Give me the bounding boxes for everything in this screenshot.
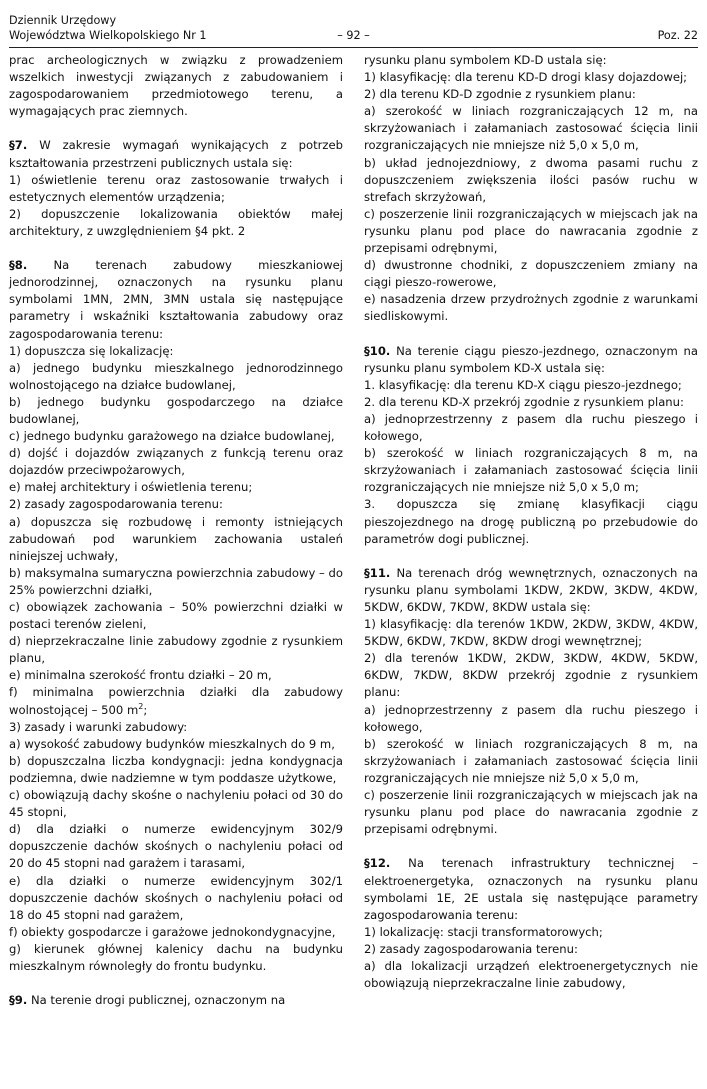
section-paragraph (364, 855, 698, 923)
header-rule (9, 47, 698, 48)
paragraph (9, 445, 343, 479)
paragraph (364, 702, 698, 736)
paragraph (364, 291, 698, 325)
section-paragraph (9, 137, 343, 171)
paragraph-text: d) nieprzekraczalne linie zabudowy zgodnie z rysunkiem planu, (9, 634, 343, 666)
paragraph-text: a) szerokość w liniach rozgraniczających 12 m, na skrzyżowaniach i załamaniach zastosować ścięcia linii rozgraniczających nie mniejsze niż 5,0 x 5,0 m, (364, 104, 698, 153)
paragraph (364, 736, 698, 787)
paragraph-text: 1) oświetlenie terenu oraz zastosowanie trwałych i estetycznych elementów urządzenia; (9, 172, 343, 204)
paragraph-text: b) maksymalna sumaryczna powierzchnia zabudowy – do 25% powierzchni działki, (9, 565, 343, 597)
paragraph (9, 684, 343, 718)
paragraph-text: 1) dopuszcza się lokalizację: (9, 343, 174, 358)
right-column (364, 52, 698, 992)
paragraph-text: Na terenach dróg wewnętrznych, oznaczonych na rysunku planu symbolami 1KDW, 2KDW, 3KDW, 4KDW, 5KDW, 6KDW, 7KDW, 8KDW ustala się: (364, 565, 698, 614)
paragraph (364, 377, 698, 394)
superscript: 2 (138, 701, 144, 711)
paragraph-text: 3. dopuszcza się zmianę klasyfikacji ciągu pieszojezdnego na drogę publiczną po przebudowie do parametrów dogi publicznej. (364, 497, 698, 546)
paragraph-text: 2) zasady zagospodarowania terenu: (9, 497, 223, 512)
paragraph-text: 2) dla terenów 1KDW, 2KDW, 3KDW, 4KDW, 5KDW, 6KDW, 7KDW, 8KDW przekrój zgodnie z rysunkiem planu: (364, 651, 698, 700)
paragraph (9, 787, 343, 821)
paragraph (9, 719, 343, 736)
paragraph-text: 1) klasyfikację: dla terenu KD-D drogi klasy dojazdowej; (364, 70, 688, 85)
paragraph (9, 172, 343, 206)
paragraph-text: d) dwustronne chodniki, z dopuszczeniem zmiany na ciągi pieszo-rowerowe, (364, 258, 698, 290)
section-number: §12. (364, 856, 391, 871)
paragraph (9, 633, 343, 667)
paragraph-text: c) poszerzenie linii rozgraniczających w miejscach jak na rysunku planu pod place do nawracania zgodnie z przepisami odrębnymi. (364, 788, 698, 837)
paragraph-text: a) jednoprzestrzenny z pasem dla ruchu pieszego i kołowego, (364, 411, 698, 444)
section-paragraph (364, 565, 698, 616)
paragraph-text: 1. klasyfikację: dla terenu KD-X ciągu pieszo-jezdnego; (364, 377, 682, 392)
paragraph-text: c) jednego budynku garażowego na działce budowlanej, (9, 429, 335, 444)
paragraph-text: b) układ jednojezdniowy, z dwoma pasami ruchu z dopuszczeniem zwiększenia ilości pasów ruchu w strefach skrzyżowań, (364, 155, 698, 204)
journal-title-line1: Dziennik Urzędowy (9, 14, 117, 27)
paragraph (364, 86, 698, 103)
paragraph-text: Na terenach infrastruktury technicznej – elektroenergetyka, oznaczonych na rysunku planu symbolami 1E, 2E ustala się następujące parametry zagospodarowania terenu: (364, 856, 698, 922)
section-number: §11. (364, 565, 391, 580)
paragraph-text: a) dla lokalizacji urządzeń elektroenergetycznych nie obowiązują nieprzekraczalne linie zabudowy, (364, 958, 698, 991)
paragraph (9, 924, 343, 941)
paragraph (364, 206, 698, 257)
paragraph-text: c) obowiązują dachy skośne o nachyleniu połaci od 30 do 45 stopni, (9, 788, 343, 820)
paragraph-text: b) jednego budynku gospodarczego na działce budowlanej, (9, 394, 343, 426)
paragraph (9, 753, 343, 787)
paragraph (9, 428, 343, 445)
paragraph-text: 3) zasady i warunki zabudowy: (9, 719, 188, 734)
paragraph-text: d) dojść i dojazdów związanych z funkcją terenu oraz dojazdów przeciwpożarowych, (9, 446, 343, 478)
paragraph (9, 667, 343, 684)
paragraph-text: a) jednego budynku mieszkalnego jednorodzinnego wolnostojącego na działce budowlanej, (9, 360, 343, 392)
left-column (9, 52, 343, 1009)
paragraph (9, 599, 343, 633)
paragraph-text: c) obowiązek zachowania – 50% powierzchni działki w postaci terenów zieleni, (9, 600, 343, 632)
section-paragraph (364, 343, 698, 377)
paragraph-text: b) szerokość w liniach rozgraniczających 8 m, na skrzyżowaniach i załamaniach zastosować ścięcia linii rozgraniczających nie mniejsze niż 5,0 x 5,0 m; (364, 446, 698, 495)
paragraph-text: e) małej architektury i oświetlenia terenu; (9, 480, 253, 495)
paragraph (364, 924, 698, 941)
section-number: §8. (9, 258, 28, 273)
paragraph-text: Na terenie ciągu pieszo-jezdnego, oznaczonym na rysunku planu symbolem KD-X ustala się: (364, 343, 698, 375)
paragraph (9, 565, 343, 599)
section-number: §9. (9, 993, 28, 1008)
paragraph-text: e) nasadzenia drzew przydrożnych zgodnie z warunkami siedliskowymi. (364, 292, 698, 324)
paragraph-text: c) poszerzenie linii rozgraniczających w miejscach jak na rysunku planu pod place do nawracania zgodnie z przepisami odrębnymi, (364, 206, 698, 256)
paragraph-text: e) dla działki o numerze ewidencyjnym 302/1 dopuszczenie dachów skośnych o nachyleniu połaci od 18 do 45 stopni nad garażem, (9, 873, 343, 922)
paragraph (9, 394, 343, 428)
paragraph-text: e) minimalna szerokość frontu działki – 20 m, (9, 668, 272, 683)
paragraph-text: 1) klasyfikację: dla terenów 1KDW, 2KDW, 3KDW, 4KDW, 5KDW, 6KDW, 7KDW, 8KDW drogi wewnętrznej; (364, 617, 698, 649)
position-number: Poz. 22 (657, 29, 698, 42)
paragraph-text: d) dla działki o numerze ewidencyjnym 302/9 dopuszczenie dachów skośnych o nachyleniu połaci od 20 do 45 stopni nad garażem i tarasami, (9, 822, 343, 871)
paragraph-text: 2) dopuszczenie lokalizowania obiektów małej architektury, z uwzględnieniem §4 pkt. 2 (9, 206, 343, 238)
paragraph-text: Na terenach zabudowy mieszkaniowej jednorodzinnej, oznaczonych na rysunku planu symbolami 1MN, 2MN, 3MN ustala się następujące parametry i wskaźniki kształtowania zabudowy oraz zagospodarowania terenu: (9, 258, 343, 341)
paragraph-text: f) obiekty gospodarcze i garażowe jednokondygnacyjne, (9, 924, 336, 939)
section-paragraph (9, 992, 343, 1009)
journal-title-line2: Województwa Wielkopolskiego Nr 1 (9, 29, 207, 42)
page-number: – 92 – (337, 29, 370, 42)
paragraph (9, 873, 343, 924)
section-number: §10. (364, 343, 391, 358)
paragraph (364, 941, 698, 958)
paragraph (364, 69, 698, 86)
paragraph (9, 206, 343, 240)
paragraph-text-end: ; (143, 702, 148, 717)
paragraph (9, 360, 343, 394)
paragraph-text: 2. dla terenu KD-X przekrój zgodnie z rysunkiem planu: (364, 394, 684, 409)
paragraph (364, 257, 698, 291)
paragraph (364, 616, 698, 650)
paragraph (364, 155, 698, 206)
paragraph-text: prac archeologicznych w związku z prowadzeniem wszelkich inwestycji związanych z zabudowaniem i zagospodarowaniem przedmiotowego terenu, a wymagających prac ziemnych. (9, 53, 343, 119)
paragraph (364, 411, 698, 445)
paragraph (364, 496, 698, 547)
section-number: §7. (9, 138, 28, 153)
paragraph-text: rysunku planu symbolem KD-D ustala się: (364, 53, 607, 67)
paragraph (9, 821, 343, 872)
paragraph-text: Na terenie drogi publicznej, oznaczonym na (27, 993, 286, 1008)
paragraph (364, 52, 698, 69)
paragraph (9, 514, 343, 565)
paragraph-text: 2) dla terenu KD-D zgodnie z rysunkiem planu: (364, 87, 636, 102)
paragraph-text: b) szerokość w liniach rozgraniczających 8 m, na skrzyżowaniach i załamaniach zastosować ścięcia linii rozgraniczających nie mniejsze niż 5,0 x 5,0 m, (364, 736, 698, 785)
paragraph (9, 479, 343, 496)
paragraph (9, 52, 343, 120)
paragraph-text: g) kierunek głównej kalenicy dachu na budynku mieszkalnym równoległy do frontu budynku. (9, 941, 343, 973)
paragraph (9, 941, 343, 975)
paragraph-text: b) dopuszczalna liczba kondygnacji: jedna kondygnacja podziemna, dwie nadziemne w tym poddasze użytkowe, (9, 753, 343, 785)
paragraph-text: 1) lokalizację: stacji transformatorowych; (364, 924, 603, 939)
paragraph (364, 650, 698, 701)
paragraph (9, 736, 343, 753)
paragraph-text: W zakresie wymagań wynikających z potrzeb kształtowania przestrzeni publicznych ustala się: (9, 138, 343, 170)
section-paragraph (9, 257, 343, 342)
paragraph-text: 2) zasady zagospodarowania terenu: (364, 941, 578, 956)
paragraph (9, 343, 343, 360)
paragraph-text: f) minimalna powierzchnia działki dla zabudowy wolnostojącej – 500 m (9, 685, 343, 717)
paragraph (364, 445, 698, 496)
paragraph-text: a) wysokość zabudowy budynków mieszkalnych do 9 m, (9, 736, 335, 751)
paragraph (364, 103, 698, 154)
page-header (9, 13, 698, 46)
paragraph (364, 394, 698, 411)
paragraph-text: a) jednoprzestrzenny z pasem dla ruchu pieszego i kołowego, (364, 702, 698, 734)
paragraph-text: a) dopuszcza się rozbudowę i remonty istniejących zabudowań pod warunkiem zachowania ustaleń niniejszej uchwały, (9, 514, 343, 563)
paragraph (364, 958, 698, 992)
paragraph (9, 496, 343, 513)
paragraph (364, 787, 698, 838)
